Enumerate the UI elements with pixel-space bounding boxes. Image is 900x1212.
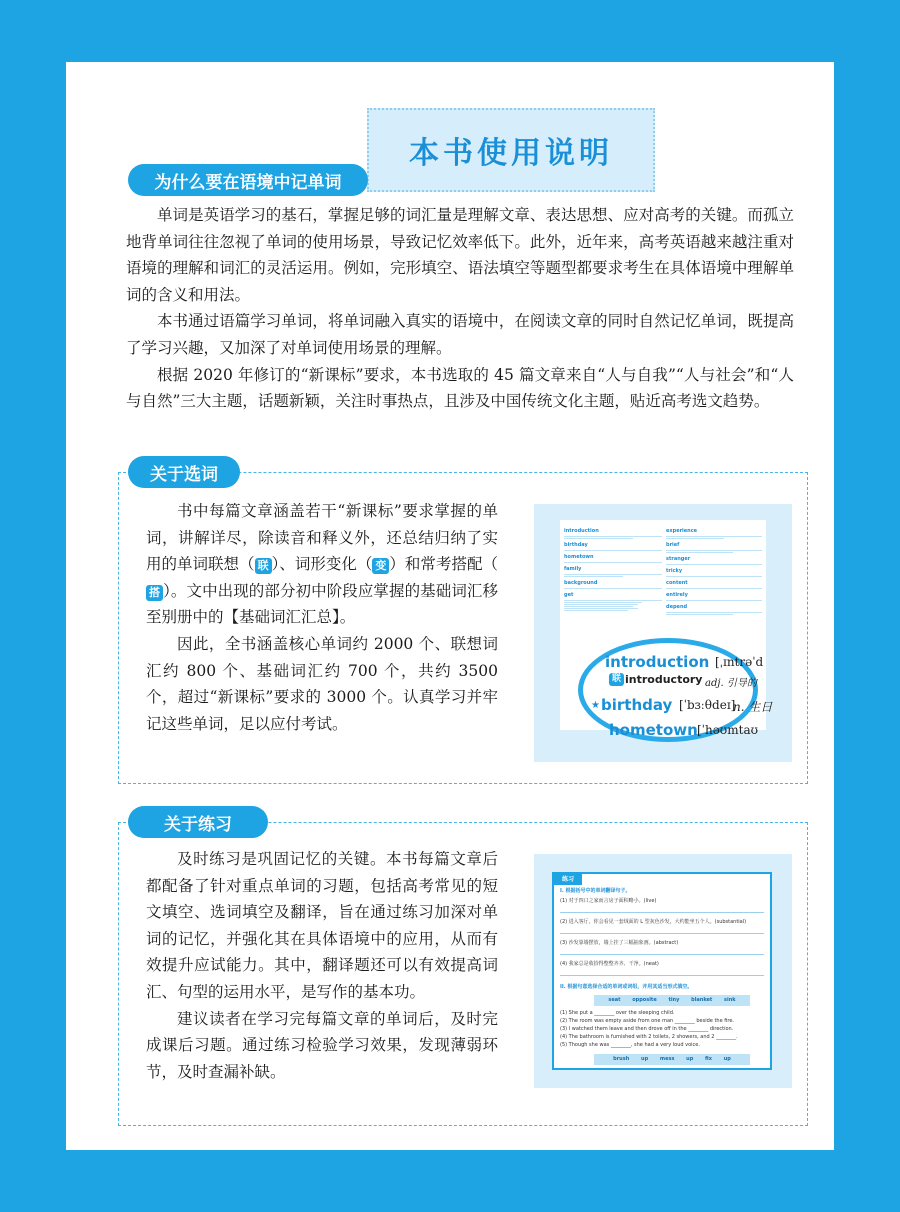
tag-collocation: 搭 [146,585,163,601]
answer-line [560,975,764,976]
lens-tag-association: 联 [609,673,624,686]
lens-word-3: hometown [609,721,698,739]
lens-star-icon: ★ [591,700,600,711]
section-vocab-body [146,498,498,737]
answer-line [560,912,764,913]
word-bank-2: brush up mess up fix up [594,1054,750,1065]
section-heading-vocab: 关于选词 [128,456,240,488]
mini-word: tricky [666,568,683,574]
exercise-item: (3) I watched them leave and then drove off in the ________ direction. [560,1026,734,1032]
lens-phonetic-3: [ˈhəʊmtaʊ [697,723,759,737]
lens-phonetic-2: [ˈbɜːθdeɪ] [679,698,736,712]
vocab-p1-part-b: ）、词形变化（ [271,555,373,574]
exercise-part-1-title: I. 根据括号中的单词翻译句子。 [560,888,631,894]
exercise-preview-sheet [552,872,772,1070]
title-banner [367,108,655,192]
mini-word: brief [666,542,680,548]
mini-word: entirely [666,592,688,598]
mini-word: birthday [564,542,588,548]
mini-word: background [564,580,598,586]
page [66,62,834,1150]
why-paragraph-2: 本书通过语篇学习单词，将单词融入真实的语境中，在阅读文章的同时自然记忆单词，既提高了学习兴趣，又加深了对单词使用场景的理解。 [126,312,794,357]
lens-word-2: birthday [601,696,673,714]
vocab-p1-part-d: ）。文中出现的部分初中阶段应掌握的基础词汇移至别册中的【基础词汇汇总】。 [146,581,498,627]
why-paragraph-3: 根据 2020 年修订的“新课标”要求，本书选取的 45 篇文章来自“人与自我”“人与社会”和“人与自然”三大主题，话题新颖，关注时事热点，且涉及中国传统文化主题，贴近高考选文趋势。 [126,365,794,411]
exercise-item: (4) The bathroom is furnished with 2 toilets, 2 showers, and 2 ________. [560,1034,738,1040]
section-heading-why: 为什么要在语境中记单词 [128,164,368,196]
vocab-preview-left-column [564,528,662,612]
lens-sub-definition: adj. 引导的 [705,678,757,689]
exercise-part-2-title: II. 根据句意选择合适的单词或词组，并用其适当形式填空。 [560,984,693,990]
vocab-p1-part-c: ）和常考搭配（ [389,555,498,574]
exercise-preview-image [534,854,792,1088]
mini-word: get [564,592,574,598]
answer-line [560,933,764,934]
page-title: 本书使用说明 [409,136,613,171]
word-bank-1: seat opposite tiny blanket sink [594,995,750,1006]
vocab-preview-right-column [666,528,762,616]
section-heading-practice: 关于练习 [128,806,268,838]
mini-word: depend [666,604,688,610]
vocab-preview-image [534,504,792,762]
mini-word: introduction [564,528,599,534]
lens-sub-word: introductory [625,673,703,686]
mini-word: stranger [666,556,691,562]
lens-word-1: introduction [605,653,710,671]
mini-word: experience [666,528,698,534]
why-paragraph-1: 单词是英语学习的基石，掌握足够的词汇量是理解文章、表达思想、应对高考的关键。而孤立地背单词往往忽视了单词的使用场景，导致记忆效率低下。此外，近年来，高考英语越来越注重对语境的理解和词汇的灵活运用。例如，完形填空、语法填空等题型都要求考生在具体语境中理解单词的含义和用法。 [126,206,794,304]
exercise-item: (1) 对于四口之家而言房子面积略小。(live) [560,898,657,904]
section-why-body [126,202,794,415]
exercise-item: (5) Though she was ________, she had a very loud voice. [560,1042,700,1048]
answer-line [560,954,764,955]
lens-definition-2: n. 生日 [733,700,773,714]
mini-word: hometown [564,554,594,560]
practice-paragraph-2: 建议读者在学习完每篇文章的单词后，及时完成课后习题。通过练习检验学习效果，发现薄弱环节，及时查漏补缺。 [146,1009,498,1081]
exercise-item: (2) The room was empty aside from one man ________ beside the fire. [560,1018,734,1024]
vocab-paragraph-2: 因此，全书涵盖核心单词约 2000 个、联想词汇约 800 个、基础词汇约 700 个，共约 3500 个，超过“新课标”要求的 3000 个。认真学习并牢记这些单词，足以应付考试。 [146,634,498,733]
exercise-item: (3) 沙发靠墙摆放，墙上挂了三幅抽象画。(abstract) [560,940,679,946]
vocab-paragraph-1 [146,498,498,631]
mini-word: family [564,566,582,572]
vocab-p1-part-a: 书中每篇文章涵盖若干“新课标”要求掌握的单词，讲解详尽，除读音和释义外，还总结归纳了实用的单词联想（ [146,502,498,574]
practice-paragraph-1: 及时练习是巩固记忆的关键。本书每篇文章后都配备了针对重点单词的习题，包括高考常见的短文填空、选词填空及翻译，旨在通过练习加深对单词的记忆，并强化其在具体语境中的应用，从而有效提升应试能力。其中，翻译题还可以有效提高词汇、句型的运用水平，是写作的基本功。 [146,850,498,1001]
exercise-badge: 练习 [554,874,582,885]
mini-word: content [666,580,688,586]
exercise-item: (4) 我家总是收拾得整整齐齐、干净。(neat) [560,961,659,967]
tag-word-form: 变 [372,558,389,574]
lens-phonetic-1: [ˌɪntrəˈd [715,655,764,669]
exercise-item: (2) 进入客厅，你会看见一套绒面的 L 型灰色沙发，大约能坐五个人。(substantial) [560,919,747,925]
exercise-item: (1) She put a ________ over the sleeping child. [560,1010,675,1016]
magnifier-lens [578,638,773,742]
tag-association: 联 [255,558,272,574]
section-practice-body [146,846,498,1085]
